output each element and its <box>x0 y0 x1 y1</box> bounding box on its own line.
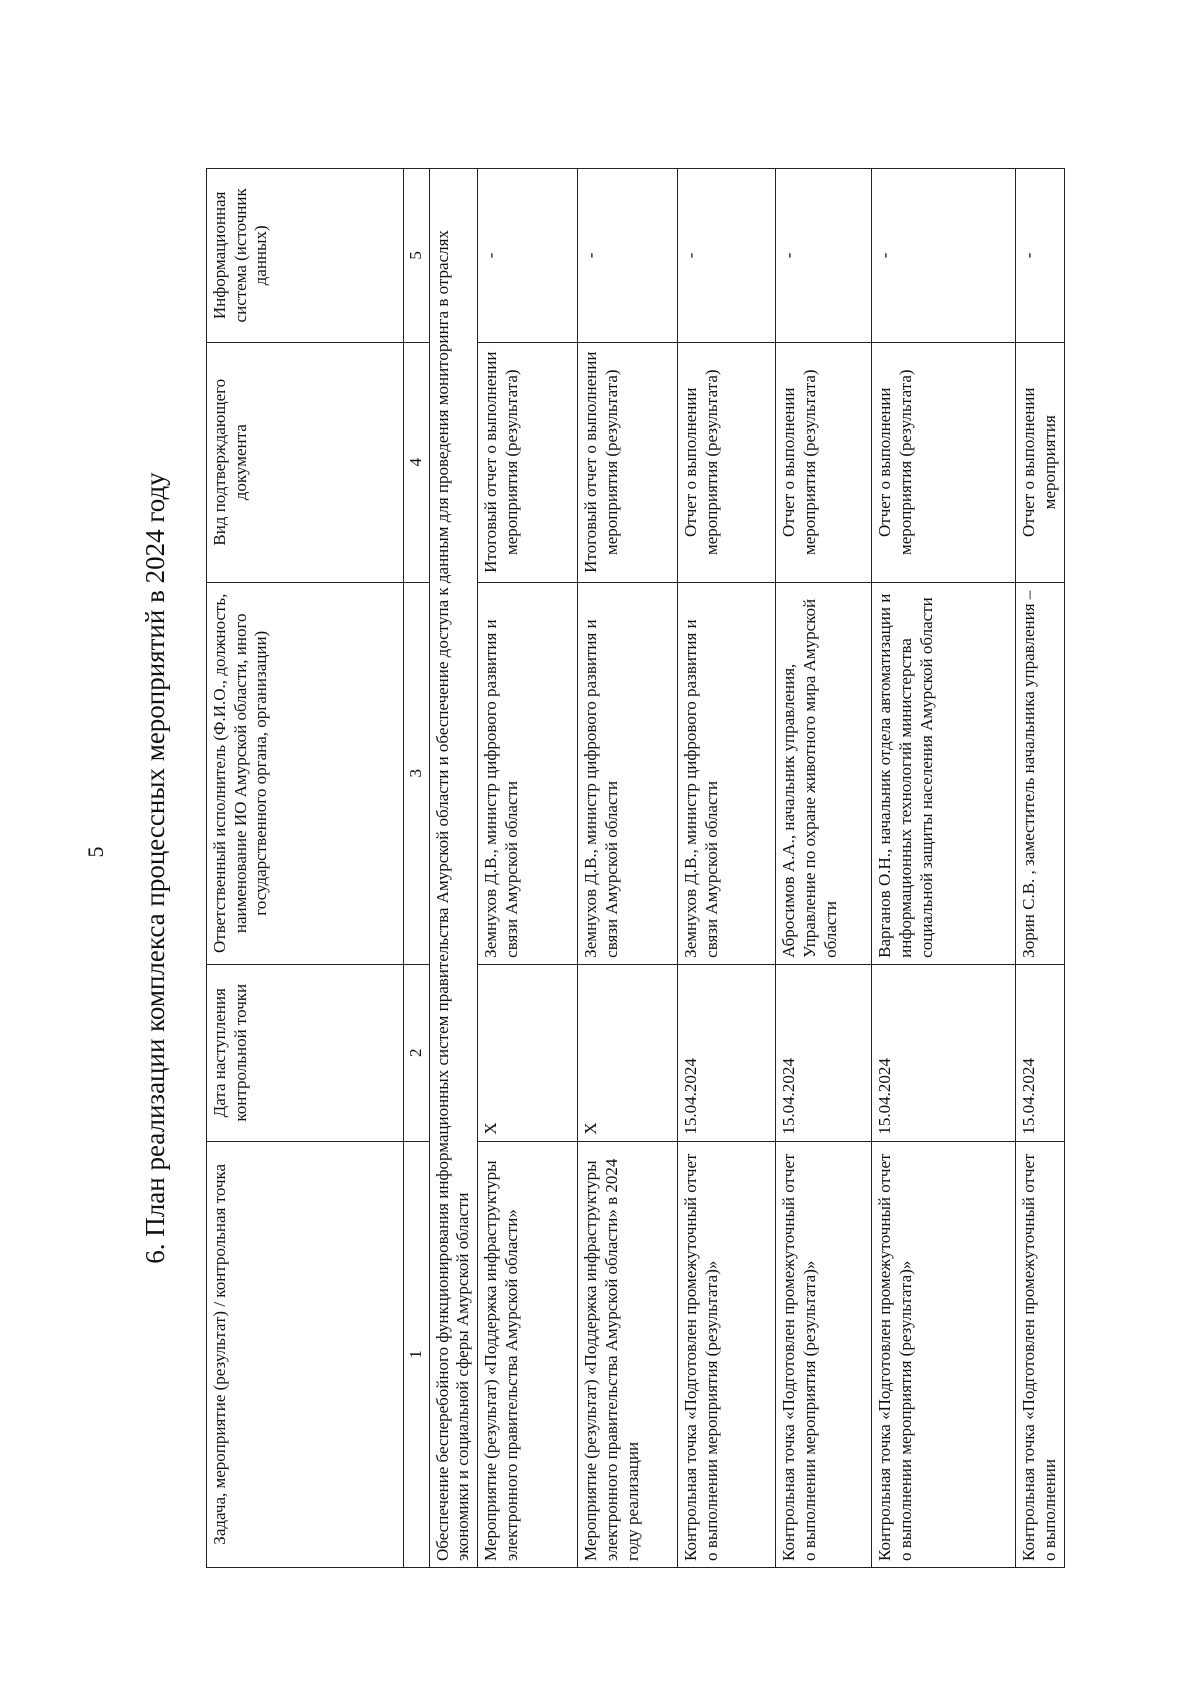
cell-responsible: Зорин С.В. , заместитель начальника управления – <box>1016 582 1064 964</box>
cell-task: Мероприятие (результат) «Поддержка инфраструктуры электронного правительства Амурской области» в 2024 году реализации <box>578 1141 678 1567</box>
cell-responsible: Земнухов Д.В., министр цифрового развития и связи Амурской области <box>578 582 678 964</box>
table-row <box>478 169 578 1568</box>
cell-document: Отчет о выполнении мероприятия (результата) <box>872 342 1016 582</box>
cell-document: Отчет о выполнении мероприятия (результата) <box>776 342 872 582</box>
column-number: 4 <box>404 342 430 582</box>
cell-task: Контрольная точка «Подготовлен промежуточный отчет о выполнении мероприятия (результата)» <box>678 1141 776 1567</box>
cell-date: 15.04.2024 <box>678 964 776 1141</box>
cell-task: Контрольная точка «Подготовлен промежуточный отчет о выполнении мероприятия (результата)» <box>872 1141 1016 1567</box>
plan-table <box>206 168 1065 1568</box>
cell-document: Итоговый отчет о выполнении мероприятия (результата) <box>478 342 578 582</box>
cell-document: Итоговый отчет о выполнении мероприятия (результата) <box>578 342 678 582</box>
cell-system: - <box>872 169 1016 343</box>
table-row <box>678 169 776 1568</box>
cell-system: - <box>1016 169 1064 343</box>
section-title: Обеспечение бесперебойного функционирования информационных систем правительства Амурской области и обеспечение доступа к данным для проведения мониторинга в отраслях экономики и социальной сферы Амурской области <box>429 169 477 1568</box>
section-row <box>429 169 477 1568</box>
cell-system: - <box>678 169 776 343</box>
cell-date: 15.04.2024 <box>1016 964 1064 1141</box>
header-system: Информационная система (источник данных) <box>207 169 404 343</box>
cell-date: X <box>478 964 578 1141</box>
cell-document: Отчет о выполнении мероприятия (результата) <box>678 342 776 582</box>
table-row <box>776 169 872 1568</box>
cell-responsible: Абросимов А.А., начальник управления, Управление по охране животного мира Амурской области <box>776 582 872 964</box>
column-number: 5 <box>404 169 430 343</box>
cell-responsible: Земнухов Д.В., министр цифрового развития и связи Амурской области <box>678 582 776 964</box>
column-number: 2 <box>404 964 430 1141</box>
cell-date: X <box>578 964 678 1141</box>
cell-responsible: Земнухов Д.В., министр цифрового развития и связи Амурской области <box>478 582 578 964</box>
cell-task: Контрольная точка «Подготовлен промежуточный отчет о выполнении <box>1016 1141 1064 1567</box>
header-responsible: Ответственный исполнитель (Ф.И.О., должность, наименование ИО Амурской области, иного государственного органа, организации) <box>207 582 404 964</box>
rotated-page-content <box>120 148 1080 1588</box>
cell-system: - <box>776 169 872 343</box>
header-document: Вид подтверждающего документа <box>207 342 404 582</box>
document-title: 6. План реализации комплекса процессных мероприятий в 2024 году <box>140 472 170 1264</box>
column-number: 3 <box>404 582 430 964</box>
header-task: Задача, мероприятие (результат) / контрольная точка <box>207 1141 404 1567</box>
cell-system: - <box>578 169 678 343</box>
column-number-row <box>404 169 430 1568</box>
cell-responsible: Варганов О.Н., начальник отдела автоматизации и информационных технологий министерства социальной защиты населения Амурской области <box>872 582 1016 964</box>
cell-system: - <box>478 169 578 343</box>
table-header-row <box>207 169 404 1568</box>
cell-task: Мероприятие (результат) «Поддержка инфраструктуры электронного правительства Амурской области» <box>478 1141 578 1567</box>
table-row <box>578 169 678 1568</box>
cell-task: Контрольная точка «Подготовлен промежуточный отчет о выполнении мероприятия (результата)» <box>776 1141 872 1567</box>
header-date: Дата наступления контрольной точки <box>207 964 404 1141</box>
column-number: 1 <box>404 1141 430 1567</box>
cell-document: Отчет о выполнении мероприятия <box>1016 342 1064 582</box>
cell-date: 15.04.2024 <box>872 964 1016 1141</box>
page-number: 5 <box>83 846 108 858</box>
table-row <box>872 169 1016 1568</box>
cell-date: 15.04.2024 <box>776 964 872 1141</box>
table-row <box>1016 169 1064 1568</box>
